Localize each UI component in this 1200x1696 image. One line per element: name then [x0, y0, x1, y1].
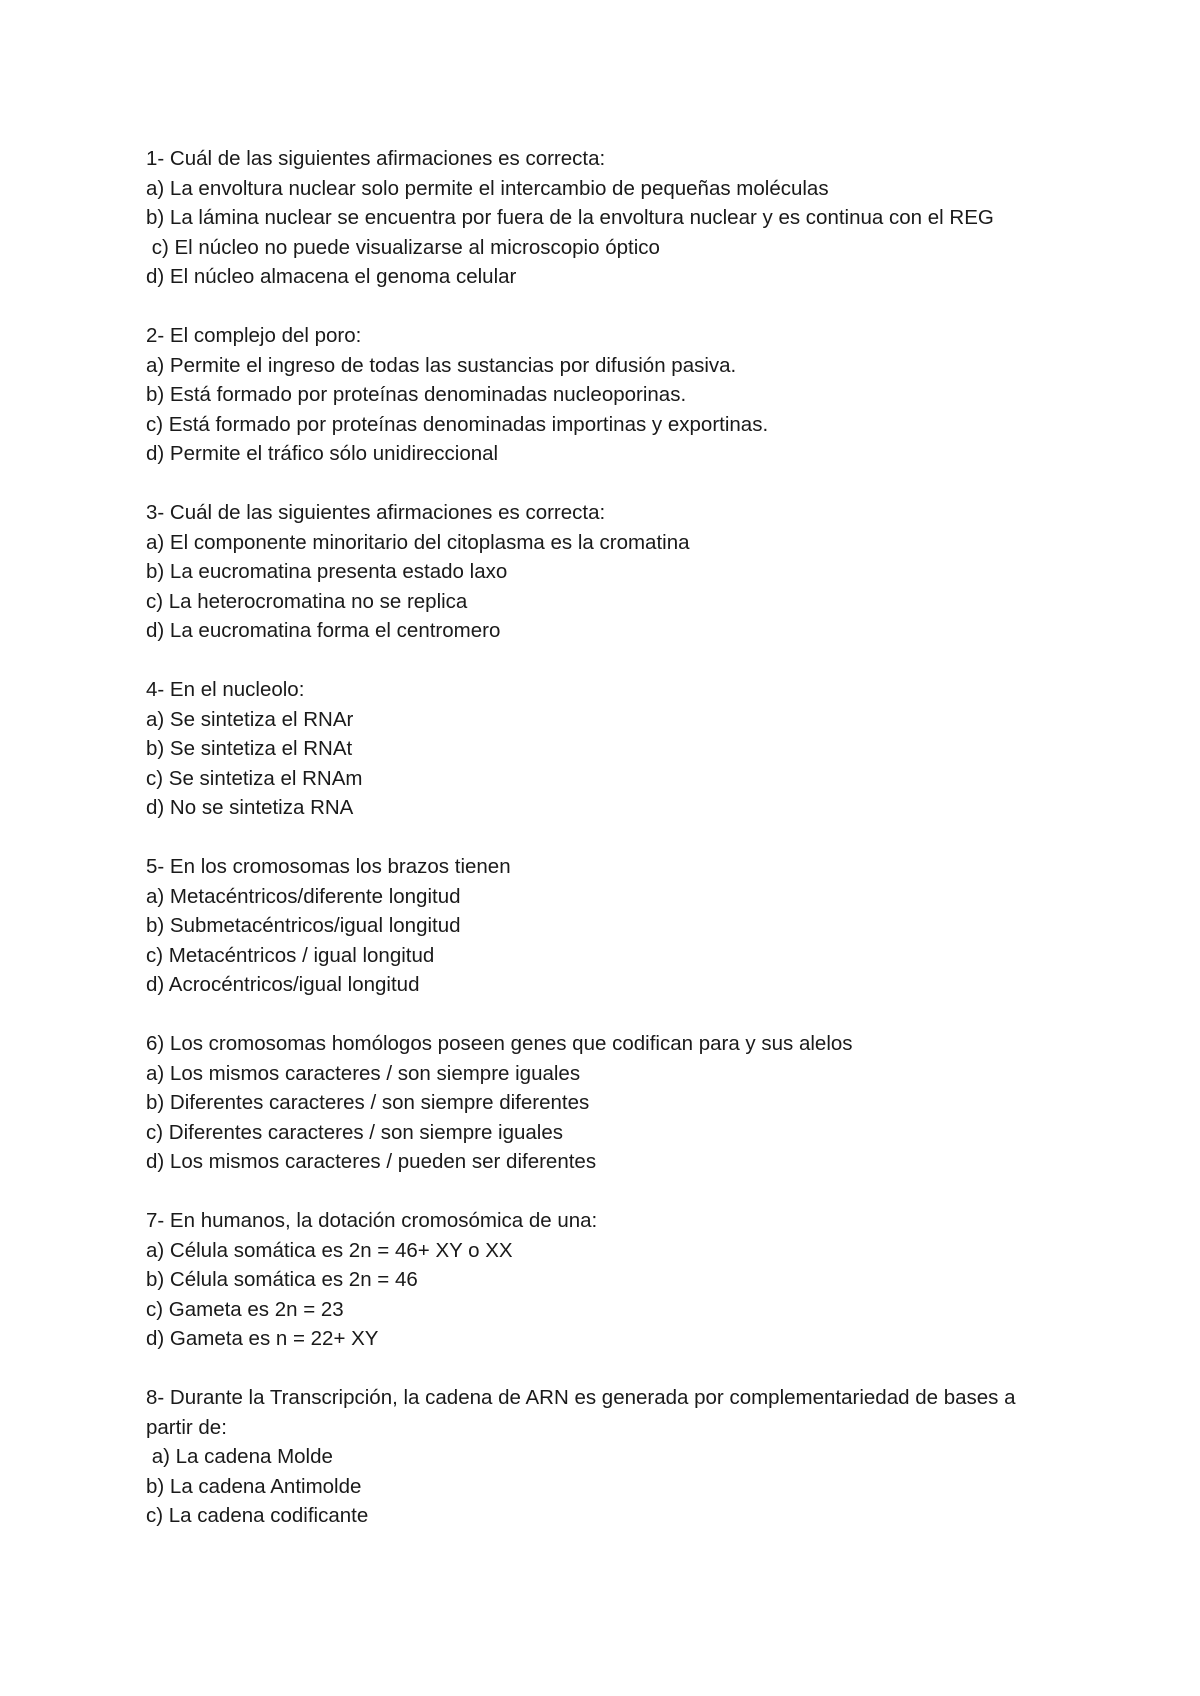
option-a: a) El componente minoritario del citoplasma es la cromatina: [146, 530, 690, 554]
option-c: c) Gameta es 2n = 23: [146, 1297, 344, 1321]
option-a: a) Metacéntricos/diferente longitud: [146, 884, 461, 908]
option-a: a) La cadena Molde: [146, 1445, 333, 1468]
option-c: c) Se sintetiza el RNAm: [146, 766, 363, 790]
option-d: d) No se sintetiza RNA: [146, 796, 354, 819]
option-d: d) El núcleo almacena el genoma celular: [146, 265, 517, 288]
option-b: b) La cadena Antimolde: [146, 1474, 362, 1498]
question-stem: 4- En el nucleolo:: [146, 678, 305, 701]
question-stem: 2- El complejo del poro:: [146, 324, 362, 347]
option-b: b) Se sintetiza el RNAt: [146, 737, 353, 760]
question-stem: 5- En los cromosomas los brazos tienen: [146, 855, 511, 878]
question-8: [146, 1383, 1046, 1531]
question-2: [146, 321, 1046, 469]
option-c: c) El núcleo no puede visualizarse al microscopio óptico: [146, 235, 660, 259]
question-stem: 6) Los cromosomas homólogos poseen genes que codifican para y sus alelos: [146, 1032, 853, 1055]
option-d: d) Gameta es n = 22+ XY: [146, 1327, 379, 1350]
option-a: a) La envoltura nuclear solo permite el intercambio de pequeñas moléculas: [146, 176, 829, 200]
option-b: b) Diferentes caracteres / son siempre diferentes: [146, 1091, 590, 1114]
question-stem: 8- Durante la Transcripción, la cadena de ARN es generada por complementariedad de bases a partir de:: [146, 1386, 1022, 1439]
option-b: b) Célula somática es 2n = 46: [146, 1268, 418, 1291]
question-7: [146, 1206, 1046, 1354]
question-stem: 1- Cuál de las siguientes afirmaciones es correcta:: [146, 147, 606, 170]
question-stem: 3- Cuál de las siguientes afirmaciones es correcta:: [146, 501, 606, 524]
option-a: a) Los mismos caracteres / son siempre iguales: [146, 1061, 581, 1085]
option-b: b) La eucromatina presenta estado laxo: [146, 560, 508, 583]
question-stem: 7- En humanos, la dotación cromosómica de una:: [146, 1209, 598, 1232]
document-content: [146, 144, 1046, 1560]
option-a: a) Célula somática es 2n = 46+ XY o XX: [146, 1238, 513, 1262]
option-d: d) Acrocéntricos/igual longitud: [146, 973, 420, 996]
question-6: [146, 1029, 1046, 1177]
option-c: c) La cadena codificante: [146, 1504, 369, 1527]
option-d: d) Permite el tráfico sólo unidireccional: [146, 442, 499, 465]
option-d: d) La eucromatina forma el centromero: [146, 619, 501, 642]
question-1: [146, 144, 1046, 292]
option-b: b) Está formado por proteínas denominadas nucleoporinas.: [146, 383, 687, 406]
option-c: c) Metacéntricos / igual longitud: [146, 943, 435, 967]
option-b: b) Submetacéntricos/igual longitud: [146, 914, 461, 937]
option-b: b) La lámina nuclear se encuentra por fuera de la envoltura nuclear y es continua con el REG: [146, 206, 994, 229]
question-4: [146, 675, 1046, 823]
option-d: d) Los mismos caracteres / pueden ser diferentes: [146, 1150, 597, 1173]
option-a: a) Se sintetiza el RNAr: [146, 707, 354, 731]
option-a: a) Permite el ingreso de todas las sustancias por difusión pasiva.: [146, 353, 737, 377]
option-c: c) Diferentes caracteres / son siempre iguales: [146, 1120, 564, 1144]
option-c: c) Está formado por proteínas denominadas importinas y exportinas.: [146, 412, 769, 436]
option-c: c) La heterocromatina no se replica: [146, 589, 468, 613]
question-5: [146, 852, 1046, 1000]
question-3: [146, 498, 1046, 646]
